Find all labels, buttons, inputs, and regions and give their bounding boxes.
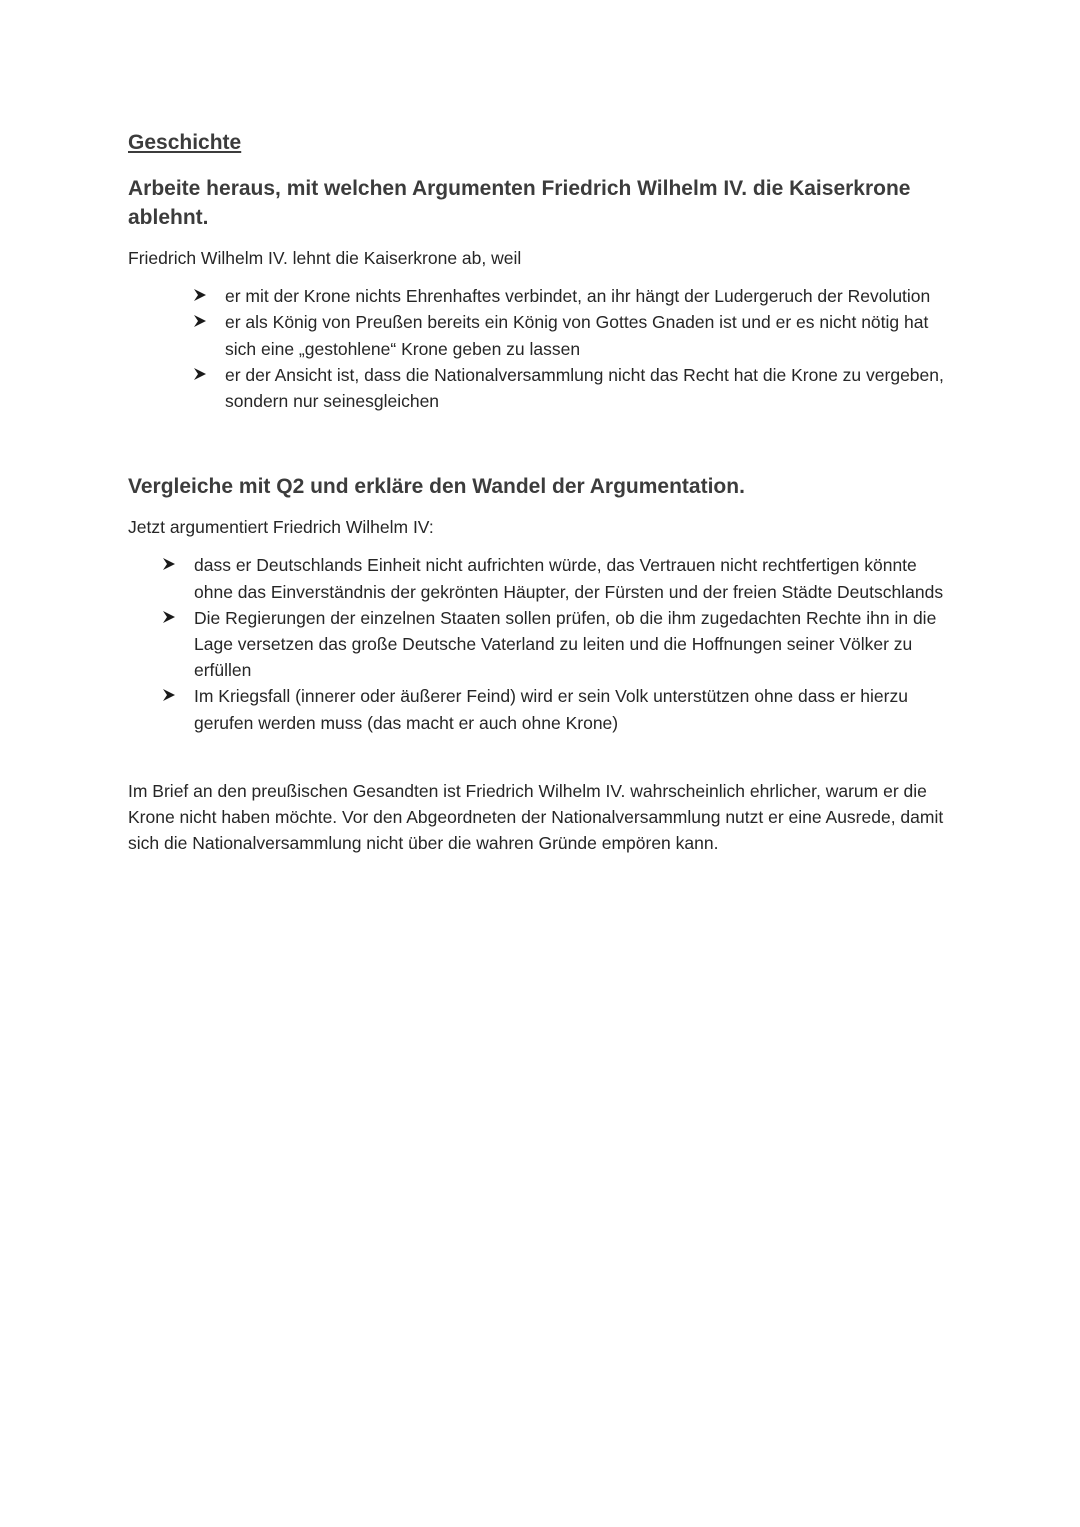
list-item (128, 683, 953, 735)
arrowhead-bullet-icon (162, 688, 176, 702)
section-1-list (128, 283, 953, 414)
list-item-text: er mit der Krone nichts Ehrenhaftes verbindet, an ihr hängt der Ludergeruch der Revolution (225, 286, 931, 307)
section-1 (128, 174, 953, 414)
list-item-text: er als König von Preußen bereits ein König von Gottes Gnaden ist und er es nicht nötig hat sich eine „gestohlene“ Krone geben zu lassen (225, 312, 929, 359)
list-item (128, 552, 953, 604)
list-item-text: er der Ansicht ist, dass die Nationalversammlung nicht das Recht hat die Krone zu vergeben, sondern nur seinesgleichen (225, 364, 944, 412)
list-item (128, 362, 953, 414)
subject-title: Geschichte (128, 131, 242, 154)
document-page (128, 128, 953, 856)
section-2-list (128, 552, 953, 735)
arrowhead-bullet-icon (162, 610, 176, 624)
list-item-text: Im Kriegsfall (innerer oder äußerer Feind) wird er sein Volk unterstützen ohne dass er hierzu gerufen werden muss (das macht er auch ohne Krone) (194, 686, 908, 733)
section-2-intro: Jetzt argumentiert Friedrich Wilhelm IV: (128, 517, 434, 538)
arrowhead-bullet-icon (193, 288, 207, 302)
section-2-heading: Vergleiche mit Q2 und erkläre den Wandel der Argumentation. (128, 475, 745, 499)
arrowhead-bullet-icon (162, 557, 176, 571)
closing-paragraph: Im Brief an den preußischen Gesandten ist Friedrich Wilhelm IV. wahrscheinlich ehrlicher, warum er die Krone nicht haben möchte. Vor den Abgeordneten der Nationalversammlung nutzt er eine Ausrede, damit sich die Nationalversammlung nicht über die wahren Gründe empören kann. (128, 780, 944, 854)
arrowhead-bullet-icon (193, 367, 207, 381)
arrowhead-bullet-icon (193, 314, 207, 328)
list-item-text: Die Regierungen der einzelnen Staaten sollen prüfen, ob die ihm zugedachten Rechte ihn in die Lage versetzen das große Deutsche Vaterland zu leiten und die Hoffnungen seiner Völker zu erfüllen (194, 607, 937, 681)
list-item (128, 309, 953, 361)
list-item (128, 283, 953, 309)
section-2 (128, 472, 953, 736)
section-1-intro: Friedrich Wilhelm IV. lehnt die Kaiserkrone ab, weil (128, 248, 522, 268)
list-item-text: dass er Deutschlands Einheit nicht aufrichten würde, das Vertrauen nicht rechtfertigen könnte ohne das Einverständnis der gekrönten Häupter, der Fürsten und der freien Städte Deutschlands (194, 555, 944, 602)
list-item (128, 605, 953, 684)
section-1-heading: Arbeite heraus, mit welchen Argumenten Friedrich Wilhelm IV. die Kaiserkrone ablehnt. (128, 177, 911, 229)
